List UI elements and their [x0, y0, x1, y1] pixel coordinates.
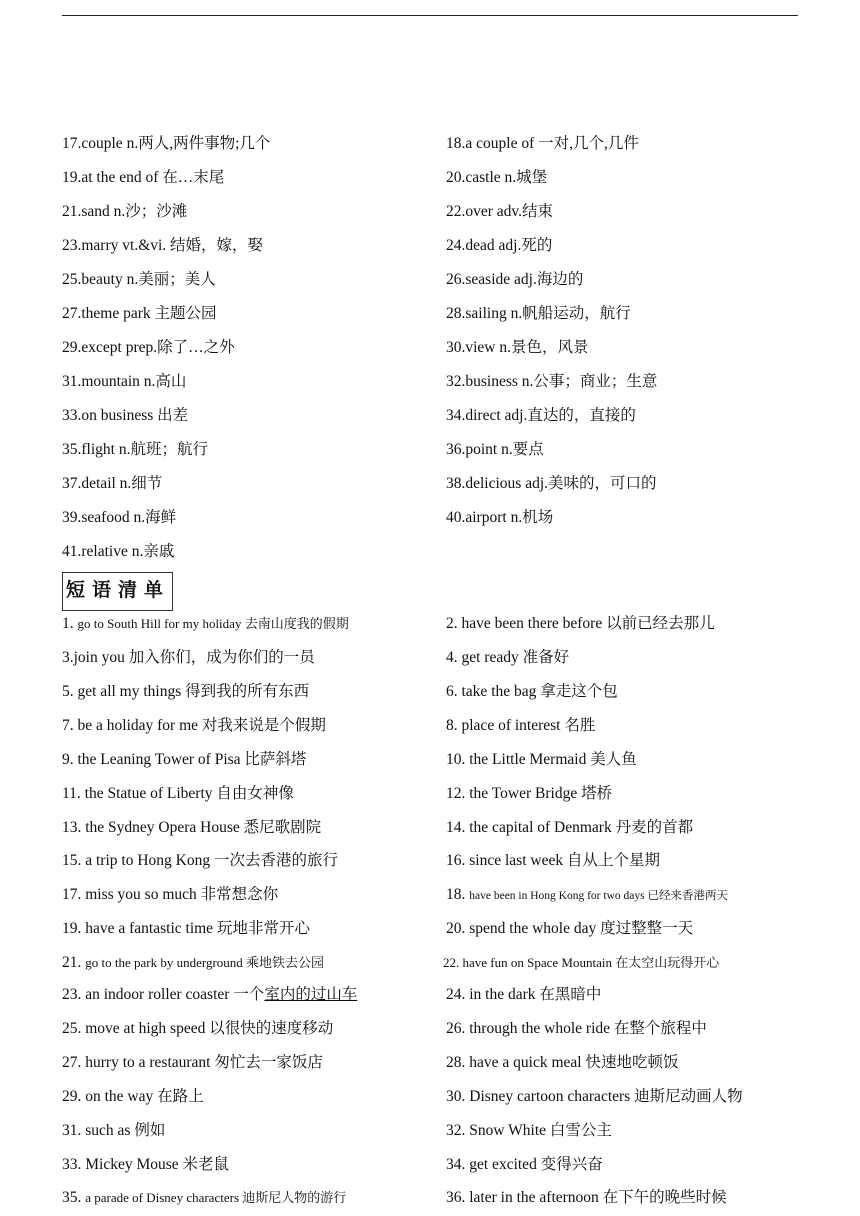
- phrase-text: have been in Hong Kong for two days 已经来香港两天: [469, 890, 728, 902]
- vocab-item: 32.business n.公事；商业；生意: [446, 373, 658, 390]
- vocab-item: 18.a couple of 一对,几个,几件: [446, 135, 639, 152]
- phrase-item: 31. such as 例如: [62, 1122, 166, 1139]
- vocab-item: 39.seafood n.海鲜: [62, 509, 177, 526]
- phrase-row: [0, 846, 860, 876]
- phrase-item: [62, 948, 324, 978]
- phrase-row: [0, 677, 860, 707]
- phrase-item: 28. have a quick meal 快速地吃顿饭: [446, 1054, 679, 1071]
- phrase-item: 10. the Little Mermaid 美人鱼: [446, 751, 637, 768]
- vocab-item: 23.marry vt.&vi. 结婚，嫁，娶: [62, 237, 264, 254]
- phrase-row: [0, 779, 860, 809]
- vocab-item: 34.direct adj.直达的，直接的: [446, 407, 636, 424]
- phrase-item: 22. have fun on Space Mountain 在太空山玩得开心: [443, 955, 720, 970]
- phrase-row: [0, 1116, 860, 1146]
- vocab-item: 36.point n.要点: [446, 441, 544, 458]
- vocab-row: [0, 503, 860, 533]
- vocab-item: 35.flight n.航班；航行: [62, 441, 208, 458]
- phrase-item: 19. have a fantastic time 玩地非常开心: [62, 920, 310, 937]
- phrase-text: go to South Hill for my holiday 去南山度我的假期: [77, 616, 349, 631]
- phrase-item: 33. Mickey Mouse 米老鼠: [62, 1156, 230, 1173]
- phrase-row: [0, 980, 860, 1010]
- vocab-row: [0, 265, 860, 295]
- phrase-item: 32. Snow White 白雪公主: [446, 1122, 612, 1139]
- phrase-item: 14. the capital of Denmark 丹麦的首都: [446, 819, 694, 836]
- phrase-item: 34. get excited 变得兴奋: [446, 1156, 603, 1173]
- vocab-item: 27.theme park 主题公园: [62, 305, 217, 322]
- phrase-item: 17. miss you so much 非常想念你: [62, 886, 279, 903]
- vocab-item: 37.detail n.细节: [62, 475, 163, 492]
- phrase-row: [0, 1082, 860, 1112]
- phrase-row: [0, 643, 860, 673]
- vocab-item: 41.relative n.亲戚: [62, 543, 175, 560]
- phrase-number: 18.: [446, 886, 470, 903]
- vocab-item: 22.over adv.结束: [446, 203, 554, 220]
- phrase-row: [0, 1183, 860, 1213]
- top-rule: [62, 15, 798, 16]
- phrase-underlined-text: 室内的过山车: [264, 986, 358, 1003]
- vocab-item: 21.sand n.沙；沙滩: [62, 203, 188, 220]
- vocab-item: 33.on business 出差: [62, 407, 189, 424]
- vocab-item: 29.except prep.除了…之外: [62, 339, 235, 356]
- phrase-row: [0, 711, 860, 741]
- vocab-row: [0, 435, 860, 465]
- vocab-row: [0, 367, 860, 397]
- phrase-item: 29. on the way 在路上: [62, 1088, 204, 1105]
- vocab-item: 31.mountain n.高山: [62, 373, 187, 390]
- vocab-item: 28.sailing n.帆船运动，航行: [446, 305, 631, 322]
- phrase-text: a parade of Disney characters 迪斯尼人物的游行: [85, 1190, 347, 1205]
- phrase-item: 24. in the dark 在黑暗中: [446, 986, 602, 1003]
- phrase-item: [62, 980, 357, 1010]
- vocab-row: [0, 537, 860, 567]
- phrase-item: [62, 1183, 346, 1213]
- vocab-item: 26.seaside adj.海边的: [446, 271, 584, 288]
- phrase-row: [0, 880, 860, 910]
- phrase-item: 3.join you 加入你们，成为你们的一员: [62, 649, 315, 666]
- phrase-row: [0, 745, 860, 775]
- phrase-item: 13. the Sydney Opera House 悉尼歌剧院: [62, 819, 322, 836]
- phrase-item: 2. have been there before 以前已经去那儿: [446, 615, 715, 632]
- vocab-row: [0, 163, 860, 193]
- phrase-item: 8. place of interest 名胜: [446, 717, 596, 734]
- phrase-item: 20. spend the whole day 度过整整一天: [446, 920, 694, 937]
- phrase-number: 21.: [62, 954, 86, 971]
- phrase-number: 35.: [62, 1189, 86, 1206]
- vocab-item: 25.beauty n.美丽；美人: [62, 271, 216, 288]
- phrase-item: 26. through the whole ride 在整个旅程中: [446, 1020, 707, 1037]
- vocab-row: [0, 299, 860, 329]
- vocab-item: 24.dead adj.死的: [446, 237, 553, 254]
- vocab-item: 40.airport n.机场: [446, 509, 554, 526]
- vocab-item: 17.couple n.两人,两件事物;几个: [62, 135, 271, 152]
- phrase-item: 4. get ready 准备好: [446, 649, 570, 666]
- phrase-item: [62, 609, 349, 639]
- phrase-row: [0, 1014, 860, 1044]
- phrase-item: 16. since last week 自从上个星期: [446, 852, 660, 869]
- vocab-row: [0, 333, 860, 363]
- vocab-item: 19.at the end of 在…末尾: [62, 169, 225, 186]
- vocab-row: [0, 129, 860, 159]
- phrase-item: 15. a trip to Hong Kong 一次去香港的旅行: [62, 852, 338, 869]
- vocab-item: 38.delicious adj.美味的，可口的: [446, 475, 657, 492]
- phrase-item: 30. Disney cartoon characters 迪斯尼动画人物: [446, 1088, 743, 1105]
- vocab-row: [0, 401, 860, 431]
- phrase-text: 23. an indoor roller coaster 一个: [62, 986, 265, 1003]
- phrase-item: 27. hurry to a restaurant 匆忙去一家饭店: [62, 1054, 323, 1071]
- phrase-number: 1.: [62, 615, 78, 632]
- section-title: 短语清单: [66, 579, 171, 601]
- section-title-box: [62, 572, 173, 611]
- phrase-item: 9. the Leaning Tower of Pisa 比萨斜塔: [62, 751, 307, 768]
- phrase-item: 7. be a holiday for me 对我来说是个假期: [62, 717, 326, 734]
- phrase-item: 25. move at high speed 以很快的速度移动: [62, 1020, 334, 1037]
- phrase-item: 6. take the bag 拿走这个包: [446, 683, 618, 700]
- phrase-row: [0, 1150, 860, 1180]
- phrase-row: [0, 609, 860, 639]
- vocab-row: [0, 231, 860, 261]
- phrase-item: 5. get all my things 得到我的所有东西: [62, 683, 310, 700]
- phrase-row: [0, 813, 860, 843]
- phrase-item: 11. the Statue of Liberty 自由女神像: [62, 785, 294, 802]
- phrase-item: 12. the Tower Bridge 塔桥: [446, 785, 613, 802]
- phrase-text: go to the park by underground 乘地铁去公园: [85, 955, 325, 970]
- vocab-row: [0, 197, 860, 227]
- vocab-item: 30.view n.景色，风景: [446, 339, 589, 356]
- vocab-row: [0, 469, 860, 499]
- phrase-row: [0, 1048, 860, 1078]
- vocab-item: 20.castle n.城堡: [446, 169, 548, 186]
- phrase-row: [0, 948, 860, 978]
- phrase-item: [446, 880, 728, 911]
- phrase-item: 36. later in the afternoon 在下午的晚些时候: [446, 1189, 727, 1206]
- phrase-row: [0, 914, 860, 944]
